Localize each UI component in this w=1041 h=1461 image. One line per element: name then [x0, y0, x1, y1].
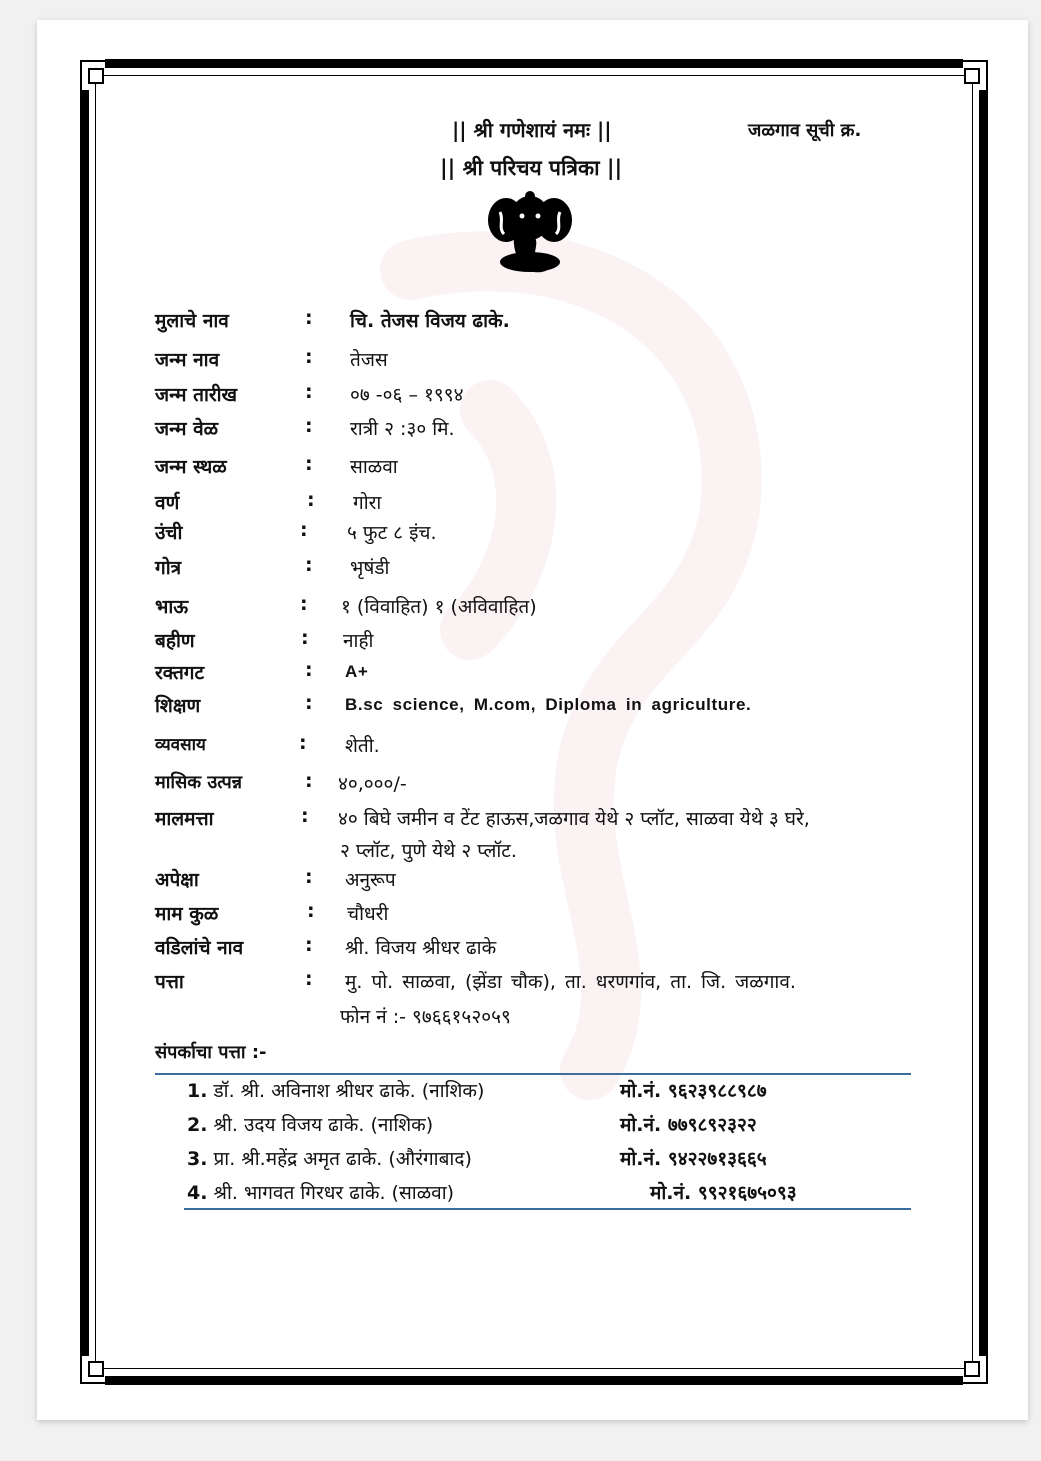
- detail-label: मुलाचे नाव: [155, 310, 229, 332]
- detail-value: चि. तेजस विजय ढाके.: [350, 310, 510, 332]
- colon: :: [305, 659, 313, 681]
- border-corner-bottom-right: [964, 1361, 980, 1377]
- detail-value: ५ फुट ८ इंच.: [347, 522, 437, 544]
- contacts-bottom-rule: [184, 1208, 911, 1210]
- ganesha-icon: [484, 190, 576, 276]
- detail-value: नाही: [343, 630, 374, 652]
- colon: :: [307, 489, 315, 511]
- detail-label: माम कुळ: [155, 903, 219, 925]
- detail-label: मासिक उत्पन्न: [155, 772, 243, 793]
- detail-value: भृषंडी: [350, 557, 390, 579]
- detail-value: साळवा: [350, 456, 398, 478]
- border-bar-right: [979, 90, 988, 1356]
- detail-value: B.sc science, M.com, Diploma in agriculture.: [345, 695, 752, 714]
- detail-value: अनुरूप: [345, 869, 396, 891]
- colon: :: [305, 307, 313, 329]
- detail-value: A+: [345, 662, 369, 681]
- border-bar-bottom: [105, 1376, 963, 1385]
- detail-value: गोरा: [353, 492, 382, 514]
- detail-value: श्री. विजय श्रीधर ढाके: [345, 937, 497, 959]
- colon: :: [305, 415, 313, 437]
- contacts-title: संपर्काचा पत्ता :-: [155, 1042, 267, 1063]
- detail-label: गोत्र: [155, 557, 182, 579]
- detail-label: भाऊ: [155, 596, 189, 618]
- colon: :: [301, 627, 309, 649]
- colon: :: [305, 692, 313, 714]
- border-bar-left: [80, 90, 89, 1356]
- detail-label: जन्म नाव: [155, 349, 220, 371]
- border-bar-top: [105, 59, 963, 68]
- page-title: || श्री परिचय पत्रिका ||: [440, 156, 623, 180]
- detail-label: वडिलांचे नाव: [155, 937, 244, 959]
- contact-item: [187, 1077, 484, 1103]
- detail-label: उंची: [155, 522, 183, 544]
- detail-value: शेती.: [345, 735, 380, 757]
- contact-item: [187, 1111, 433, 1137]
- detail-value-property-line2: २ प्लॉट, पुणे येथे २ प्लॉट.: [340, 840, 517, 862]
- contact-name: श्री. उदय विजय ढाके. (नाशिक): [213, 1114, 434, 1136]
- detail-label: वर्ण: [155, 492, 180, 514]
- colon: :: [305, 866, 313, 888]
- detail-label: रक्तगट: [155, 662, 205, 684]
- detail-value: ४० बिघे जमीन व टेंट हाऊस,जळगाव येथे २ प्लॉट, साळवा येथे ३ घरे,: [338, 808, 810, 830]
- colon: :: [300, 593, 308, 615]
- contact-name: प्रा. श्री.महेंद्र अमृत ढाके. (औरंगाबाद): [213, 1148, 472, 1170]
- detail-label: अपेक्षा: [155, 869, 199, 891]
- colon: :: [305, 453, 313, 475]
- contact-name: डॉ. श्री. अविनाश श्रीधर ढाके. (नाशिक): [213, 1080, 485, 1102]
- contact-number: 4.: [187, 1182, 208, 1204]
- detail-value: चौधरी: [347, 903, 389, 925]
- contact-mobile: मो.नं. ९६२३९८८९८७: [620, 1080, 767, 1102]
- detail-value: रात्री २ :३० मि.: [350, 418, 455, 440]
- detail-label: जन्म वेळ: [155, 418, 219, 440]
- detail-label: मालमत्ता: [155, 808, 214, 830]
- border-corner-bottom-left: [88, 1361, 104, 1377]
- list-number-label: जळगाव सूची क्र.: [748, 120, 862, 141]
- colon: :: [299, 732, 307, 754]
- detail-value: ०७ -०६ – १९९४: [350, 384, 464, 406]
- detail-value-phone: फोन नं :- ९७६६१५२०५९: [340, 1006, 511, 1028]
- colon: :: [305, 381, 313, 403]
- invocation-heading: || श्री गणेशायं नमः ||: [452, 118, 612, 142]
- contact-mobile: मो.नं. ९४२२७१३६६५: [620, 1148, 767, 1170]
- contact-mobile: मो.नं. ७७९८९२३२२: [620, 1114, 757, 1136]
- colon: :: [305, 770, 313, 792]
- detail-label: व्यवसाय: [155, 735, 206, 755]
- contact-number: 1.: [187, 1080, 208, 1102]
- contact-number: 3.: [187, 1148, 208, 1170]
- contact-item: [187, 1179, 454, 1205]
- detail-label: बहीण: [155, 630, 195, 652]
- contacts-top-rule: [155, 1073, 911, 1075]
- detail-label: पत्ता: [155, 971, 184, 993]
- colon: :: [307, 900, 315, 922]
- detail-label: शिक्षण: [155, 695, 201, 717]
- colon: :: [300, 519, 308, 541]
- colon: :: [301, 805, 309, 827]
- detail-value: ४०,०००/-: [338, 773, 407, 795]
- colon: :: [305, 346, 313, 368]
- detail-value: १ (विवाहित) १ (अविवाहित): [341, 596, 537, 618]
- contact-number: 2.: [187, 1114, 208, 1136]
- detail-label: जन्म स्थळ: [155, 456, 227, 478]
- detail-value: मु. पो. साळवा, (झेंडा चौक), ता. धरणगांव, ता. जि. जळगाव.: [345, 971, 796, 993]
- contact-name: श्री. भागवत गिरधर ढाके. (साळवा): [213, 1182, 455, 1204]
- colon: :: [305, 934, 313, 956]
- border-corner-top-right: [964, 68, 980, 84]
- contact-mobile: मो.नं. ९९२१६७५०९३: [650, 1182, 797, 1204]
- colon: :: [305, 968, 313, 990]
- detail-value: तेजस: [350, 349, 388, 371]
- detail-label: जन्म तारीख: [155, 384, 238, 406]
- border-corner-top-left: [88, 68, 104, 84]
- contact-item: [187, 1145, 472, 1171]
- colon: :: [305, 554, 313, 576]
